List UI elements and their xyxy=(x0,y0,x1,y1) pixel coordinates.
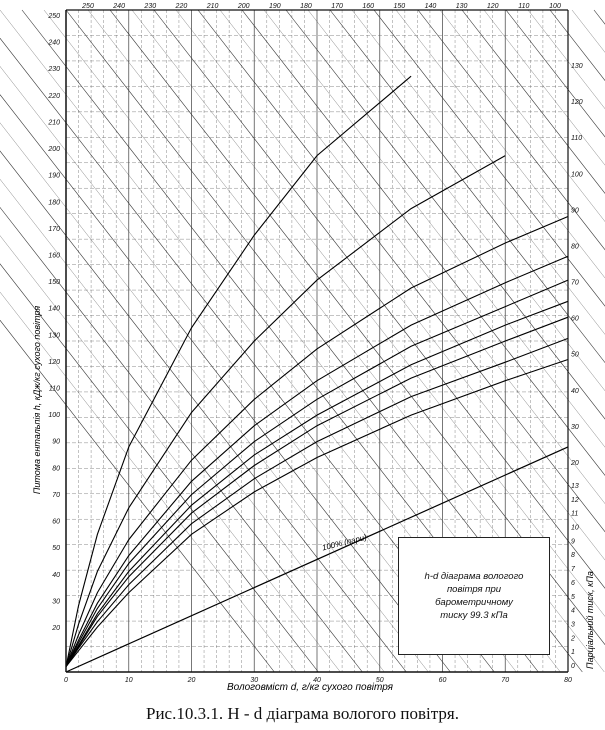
right-temp-tick-label: 130 xyxy=(571,63,583,70)
right-pressure-tick-label: 9 xyxy=(571,538,575,546)
left-tick-label: 170 xyxy=(48,225,60,233)
right-pressure-tick-label: 6 xyxy=(571,579,575,587)
left-tick-label: 50 xyxy=(52,545,60,553)
right-pressure-tick-label: 0 xyxy=(571,663,575,670)
right-temp-tick-label: 60 xyxy=(571,315,579,323)
bottom-tick-label: 80 xyxy=(564,677,572,684)
left-tick-label: 180 xyxy=(48,199,60,207)
left-tick-label: 140 xyxy=(48,305,60,313)
right-pressure-tick-label: 5 xyxy=(571,593,575,601)
bottom-tick-label: 60 xyxy=(438,677,447,684)
right-pressure-tick-label: 3 xyxy=(571,621,575,629)
top-tick-label: 230 xyxy=(144,3,157,10)
top-tick-label: 160 xyxy=(362,3,375,10)
left-tick-label: 160 xyxy=(48,252,60,260)
humidity-curve-line xyxy=(66,76,411,667)
bottom-tick-label: 40 xyxy=(313,677,321,684)
left-tick-label: 110 xyxy=(48,385,60,393)
bottom-tick-label: 50 xyxy=(375,677,384,684)
top-tick-label: 200 xyxy=(237,3,250,10)
left-tick-label: 190 xyxy=(48,172,60,180)
left-tick-label: 230 xyxy=(48,66,60,74)
right-temp-tick-label: 100 xyxy=(571,171,583,179)
right-temp-tick-label: 90 xyxy=(571,207,579,215)
top-tick-label: 130 xyxy=(455,3,468,10)
left-tick-label: 240 xyxy=(48,39,60,47)
left-tick-label: 40 xyxy=(52,571,60,579)
top-tick-label: 180 xyxy=(300,3,312,10)
right-pressure-tick-label: 8 xyxy=(571,552,575,560)
top-tick-label: 120 xyxy=(486,3,499,10)
top-tick-label: 100 xyxy=(549,3,561,10)
left-tick-label: 80 xyxy=(52,465,60,473)
top-tick-label: 140 xyxy=(424,3,437,10)
left-tick-label: 130 xyxy=(48,332,60,340)
right-pressure-tick-label: 1 xyxy=(571,649,575,657)
right-temp-tick-label: 120 xyxy=(571,99,583,107)
top-tick-label: 250 xyxy=(82,3,94,10)
left-tick-label: 120 xyxy=(48,358,60,366)
legend-line: повітря при xyxy=(446,584,502,595)
left-tick-label: 150 xyxy=(48,279,60,287)
legend-line: тиску 99.3 кПа xyxy=(440,610,508,621)
legend-line: h-d діаграма вологого xyxy=(424,571,524,582)
top-tick-label: 220 xyxy=(175,3,188,10)
right-temp-tick-label: 30 xyxy=(571,423,579,431)
right-pressure-tick-label: 10 xyxy=(571,524,579,532)
right-pressure-tick-label: 4 xyxy=(571,607,575,615)
left-tick-label: 250 xyxy=(48,13,60,20)
top-tick-label: 190 xyxy=(268,3,281,10)
y-axis-label: Питома ентальпія h, кДж/кг сухого повітря xyxy=(32,305,42,495)
top-tick-label: 150 xyxy=(393,3,406,10)
saturation-line-label: 100% (пари) xyxy=(321,532,368,553)
right-pressure-tick-label: 13 xyxy=(571,483,579,490)
right-temp-tick-label: 80 xyxy=(571,243,579,251)
right-axis-label: Парціальний тиск, кПа xyxy=(585,571,595,669)
x-axis-label: Вологовміст d, г/кг сухого повітря xyxy=(226,682,394,693)
left-tick-label: 200 xyxy=(48,146,60,154)
bottom-tick-label: 10 xyxy=(124,677,133,684)
right-temp-tick-label: 50 xyxy=(571,351,579,359)
left-tick-label: 220 xyxy=(48,92,60,100)
left-tick-label: 20 xyxy=(52,625,60,632)
left-tick-label: 30 xyxy=(52,598,60,606)
bottom-tick-label: 0 xyxy=(64,677,68,684)
right-pressure-tick-label: 7 xyxy=(571,566,575,574)
legend-text xyxy=(417,570,532,622)
left-tick-label: 100 xyxy=(48,412,60,420)
bottom-tick-label: 70 xyxy=(501,677,510,684)
right-temp-tick-label: 70 xyxy=(571,279,579,287)
left-tick-label: 70 xyxy=(52,491,60,499)
left-tick-label: 60 xyxy=(52,518,60,526)
top-tick-label: 110 xyxy=(518,3,530,10)
top-tick-label: 170 xyxy=(331,3,343,10)
isenthalpic-line xyxy=(594,10,605,672)
right-pressure-tick-label: 12 xyxy=(571,496,579,504)
right-temp-tick-label: 110 xyxy=(571,135,583,143)
diagram-legend-box xyxy=(398,537,550,655)
right-temp-tick-label: 40 xyxy=(571,387,579,395)
figure-caption: Рис.10.3.1. H - d діаграма вологого повітря. xyxy=(146,704,459,723)
bottom-tick-label: 20 xyxy=(187,677,196,684)
top-tick-label: 240 xyxy=(113,3,125,10)
top-tick-label: 210 xyxy=(206,3,219,10)
left-tick-label: 210 xyxy=(48,119,60,127)
bottom-tick-label: 30 xyxy=(250,677,259,684)
right-pressure-tick-label: 2 xyxy=(571,635,575,643)
right-temp-tick-label: 20 xyxy=(571,460,579,467)
legend-line: барометричному xyxy=(435,597,513,608)
right-pressure-tick-label: 11 xyxy=(571,510,579,518)
left-tick-label: 90 xyxy=(52,438,60,446)
